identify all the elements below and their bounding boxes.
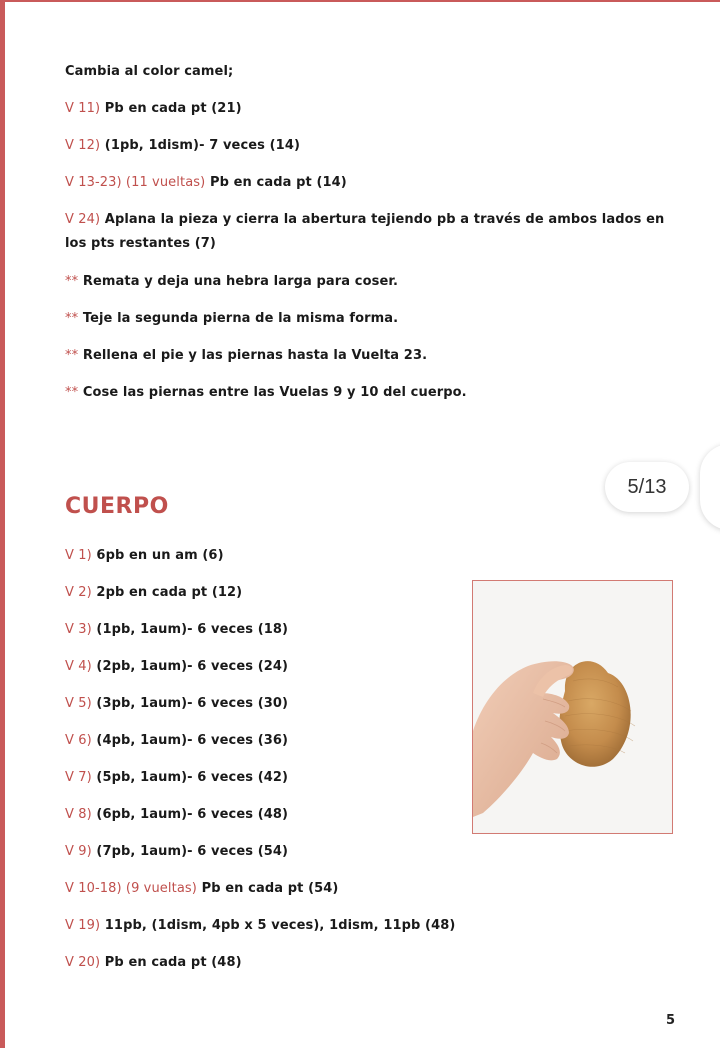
note-marker: ** (65, 385, 79, 400)
round-label: V 7) (65, 770, 92, 785)
instruction-line: V 9) (7pb, 1aum)- 6 veces (54) (65, 844, 289, 859)
round-label: V 19) (65, 918, 101, 933)
instruction-line: V 12) (1pb, 1dism)- 7 veces (14) (65, 138, 301, 153)
instruction-line: V 5) (3pb, 1aum)- 6 veces (30) (65, 696, 289, 711)
note-marker: ** (65, 311, 79, 326)
round-label: V 13-23) (11 vueltas) (65, 175, 206, 190)
round-label: V 11) (65, 101, 101, 116)
instruction-line: V 7) (5pb, 1aum)- 6 veces (42) (65, 770, 289, 785)
page-counter-badge: 5/13 (605, 462, 689, 512)
instruction-line: V 13-23) (11 vueltas) Pb en cada pt (14) (65, 175, 347, 190)
note-marker: ** (65, 348, 79, 363)
round-label: V 4) (65, 659, 92, 674)
round-label: V 5) (65, 696, 92, 711)
round-label: V 20) (65, 955, 101, 970)
instruction-line: V 19) 11pb, (1dism, 4pb x 5 veces), 1dism, 11pb (48) (65, 918, 456, 933)
instruction-line: V 3) (1pb, 1aum)- 6 veces (18) (65, 622, 289, 637)
instruction-line: V 1) 6pb en un am (6) (65, 548, 224, 563)
crochet-body-photo (472, 580, 673, 834)
round-label: V 6) (65, 733, 92, 748)
note-line: ** Remata y deja una hebra larga para coser. (65, 274, 399, 289)
instruction-line: V 2) 2pb en cada pt (12) (65, 585, 243, 600)
round-label: V 3) (65, 622, 92, 637)
instruction-line: V 6) (4pb, 1aum)- 6 veces (36) (65, 733, 289, 748)
instruction-line: V 8) (6pb, 1aum)- 6 veces (48) (65, 807, 289, 822)
round-label: V 2) (65, 585, 92, 600)
instruction-line: V 11) Pb en cada pt (21) (65, 101, 242, 116)
instruction-line: V 10-18) (9 vueltas) Pb en cada pt (54) (65, 881, 339, 896)
instruction-line: V 4) (2pb, 1aum)- 6 veces (24) (65, 659, 289, 674)
round-label: V 12) (65, 138, 101, 153)
note-marker: ** (65, 274, 79, 289)
instruction-line: V 24) Aplana la pieza y cierra la abertura tejiendo pb a través de ambos lados en los pts restantes (7) (65, 212, 665, 251)
page-number: 5 (666, 1013, 676, 1028)
instruction-line: V 20) Pb en cada pt (48) (65, 955, 242, 970)
round-label: V 1) (65, 548, 92, 563)
note-line: ** Rellena el pie y las piernas hasta la Vuelta 23. (65, 348, 428, 363)
round-label: V 24) (65, 212, 101, 227)
round-label: V 9) (65, 844, 92, 859)
section-title: CUERPO (65, 494, 169, 519)
note-line: ** Cose las piernas entre las Vuelas 9 y 10 del cuerpo. (65, 385, 467, 400)
round-label: V 8) (65, 807, 92, 822)
note-line: ** Teje la segunda pierna de la misma forma. (65, 311, 399, 326)
round-label: V 10-18) (9 vueltas) (65, 881, 197, 896)
instruction-line: Cambia al color camel; (65, 64, 234, 79)
